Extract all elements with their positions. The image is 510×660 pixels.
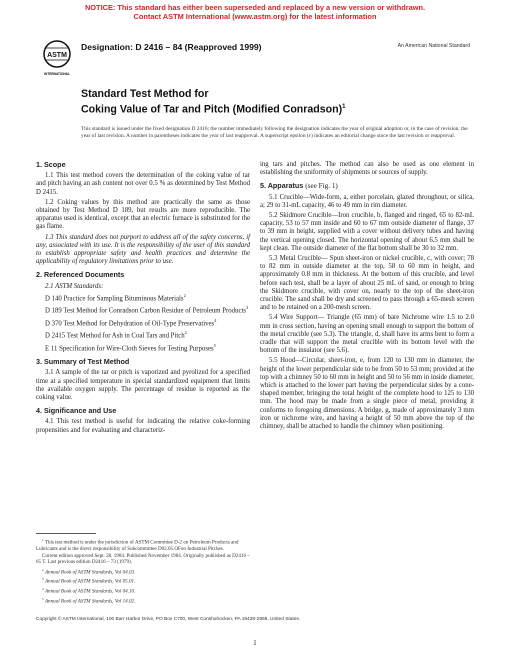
designation: Designation: D 2416 – 84 (Reapproved 1999) [81, 42, 262, 52]
section-scope-heading: 1. Scope [36, 160, 66, 169]
paragraph-5-2: 5.2 Skidmore Crucible—Iron crucible, b, flanged and ringed, 65 to 82-mL capacity, 53 to 57 mm inside and 60 to 67 mm outside diameter of flange, 37 to 39 mm in height, supplied with a cover without delivery tubes and having the vertical opening closed. The horizontal opening of about 6.5 mm shall be kept clean. The outside diameter of the flat bottom shall be 30 to 32 mm. [260, 212, 474, 252]
reference-d189: D 189 Test Method for Conradson Carbon Residue of Petroleum Products$^3$ [45, 305, 249, 315]
paragraph-5-3: 5.3 Metal Crucible— Spun sheet-iron or nickel crucible, c, with cover; 78 to 82 mm in outside diameter at the top, 58 to 60 mm in height, and approximately 0.8 mm in thickness. At the bottom of this crucible, and level before each test, shall be a layer of about 25 mL of sand, or enough to bring the Skidmore crucible, with cover on, nearly to the top of the sheet-iron crucible. The sand shall be dry and screened to pass through a 65-mesh screen and to be retained on a 200-mesh screen. [260, 255, 474, 312]
section-referenced-documents-heading: 2. Referenced Documents [36, 270, 125, 280]
section-summary-heading: 3. Summary of Test Method [36, 357, 130, 367]
paragraph-5-1: 5.1 Crucible—Wide-form, a, either porcelain, glazed throughout, or silica, a; 29 to 31-mL capacity, 46 to 49 mm in rim diameter. [260, 193, 474, 209]
reference-d370: D 370 Test Method for Dehydration of Oil-Type Preservatives$^4$ [45, 317, 217, 328]
paragraph-1-3: 1.3 This standard does not purport to address all of the safety concerns, if any, associated with its use. It is the responsibility of the user of this standard to establish appropriate safety and health practices and determine the applicability of regulatory limitations prior to use. [36, 233, 250, 266]
footnote-5: $^5$ Annual Book of ASTM Standards, Vol 14.02. [42, 597, 136, 605]
paragraph-1-1: 1.1 This test method covers the determination of the coking value of tar and pitch having an ash content not over 0.5 % as determined by Test Method D 2415. [36, 172, 250, 196]
footnote-4: $^4$ Annual Book of ASTM Standards, Vol 04.10. [42, 587, 136, 595]
notice-line-1: NOTICE: This standard has either been superseded and replaced by a new version or withdrawn. [84, 3, 426, 12]
svg-text:INTERNATIONAL: INTERNATIONAL [44, 72, 70, 76]
footnote-3: $^3$ Annual Book of ASTM Standards, Vol 05.01. [42, 577, 136, 586]
footnote-2: $^2$ Annual Book of ASTM Standards, Vol 04.03. [42, 567, 136, 576]
title-line-2: Coking Value of Tar and Pitch (Modified Conradson)$^1$ [81, 103, 346, 116]
paragraph-1-2: 1.2 Coking values by this method are practically the same as those obtained by Test Method D 189, but results are more reproducible. The apparatus used is identical, except that an electric furnace is substituted for the gas flame. [36, 198, 250, 231]
issuance-note: This standard is issued under the fixed designation D 2416; the number immediately following the designation indicates the year of original adoption or, in the case of revision, the year of last revision. A number in parentheses indicates the year of last reapproval. A superscript epsilon (ε) indicates an editorial change since the last revision or reapproval. [81, 126, 468, 140]
reference-d2415: D 2415 Test Method for Ash in Coal Tars and Pitch$^2$ [45, 330, 187, 340]
footnote-1: $^1$ This test method is under the jurisdiction of ASTM Committee D-2 on Petroleum Products and Lubricants and is the direct responsibility of Subcommittee D02.05.OFon Industrial Pitches. [36, 538, 239, 552]
reference-e11: E 11 Specification for Wire-Cloth Sieves for Testing Purposes$^5$ [45, 342, 216, 352]
footnote-rule [36, 533, 96, 534]
right-column [260, 161, 474, 433]
page-number: 1 [253, 640, 257, 647]
section-significance-heading: 4. Significance and Use [36, 406, 117, 416]
paragraph-5-4: 5.4 Wire Support— Triangle (65 mm) of bare Nichrome wire 1.5 to 2.0 mm in cross section, having an opening small enough to support the bottom of the metal crucible (see 5.3). The triangle, d, shall have its arms bent to form a cradle that will support the metal crucible with its bottom level with the bottom of the insulator (see 5.6). [260, 314, 474, 355]
american-national-standard-label: An American National Standard [397, 43, 470, 49]
document-title [81, 88, 345, 116]
section-apparatus-heading: 5. Apparatus (see Fig. 1) [260, 181, 338, 191]
footnotes [36, 533, 250, 606]
svg-text:ASTM: ASTM [47, 52, 67, 59]
astm-standards-label: 2.1 ASTM Standards: [45, 282, 104, 290]
paragraph-3-1: 3.1 A sample of the tar or pitch is vaporized and pyrolized for a specified time at a specified temperature in special standardized equipment that limits the available oxygen supply. The percentage of residue is reported as the coking value. [36, 369, 250, 401]
footnote-1b: Current edition approved Sept. 28, 1984. Published November 1984. Originally published as D2416 – 65 T. Last previous edition D2416 – 73 (1979). [36, 553, 250, 566]
left-column [36, 161, 250, 437]
withdrawal-notice [0, 3, 510, 21]
title-line-1: Standard Test Method for [81, 88, 209, 100]
paragraph-4-1: 4.1 This test method is useful for indicating the relative coke-forming propensities and for evaluating and characteriz- [36, 418, 250, 434]
paragraph-5-5: 5.5 Hood—Circular, sheet-iron, e, from 120 to 130 mm in diameter, the height of the lower perpendicular side to be from 50 to 53 mm; provided at the top with a chimney 50 to 60 mm in height and 50 to 56 mm in inside diameter, which is attached to the lower part having the perpendicular sides by a cone-shaped member, bringing the total height of the complete hood to 125 to 130 mm. The hood may be made from a single piece of metal, providing it conforms to foregoing dimensions. A bridge, g, made of approximately 3 mm iron or nichrome wire, and having a height of 50 mm above the top of the chimney, shall be attached to handle the chimney when positioning. [260, 357, 474, 431]
notice-line-2: Contact ASTM International (www.astm.org) for the latest information [133, 12, 377, 21]
astm-logo-icon [42, 38, 72, 78]
referenced-documents-list [36, 283, 250, 354]
copyright-notice: Copyright © ASTM International, 100 Barr Harbor Drive, PO Box C700, West Conshohocken, PA 19428-2959, United States. [36, 617, 301, 622]
reference-d140: D 140 Practice for Sampling Bituminous Materials$^2$ [45, 292, 186, 303]
paragraph-4-1-continued: ing tars and pitches. The method can also be used as one element in establishing the uniformity of shipments or sources of supply. [260, 161, 474, 177]
